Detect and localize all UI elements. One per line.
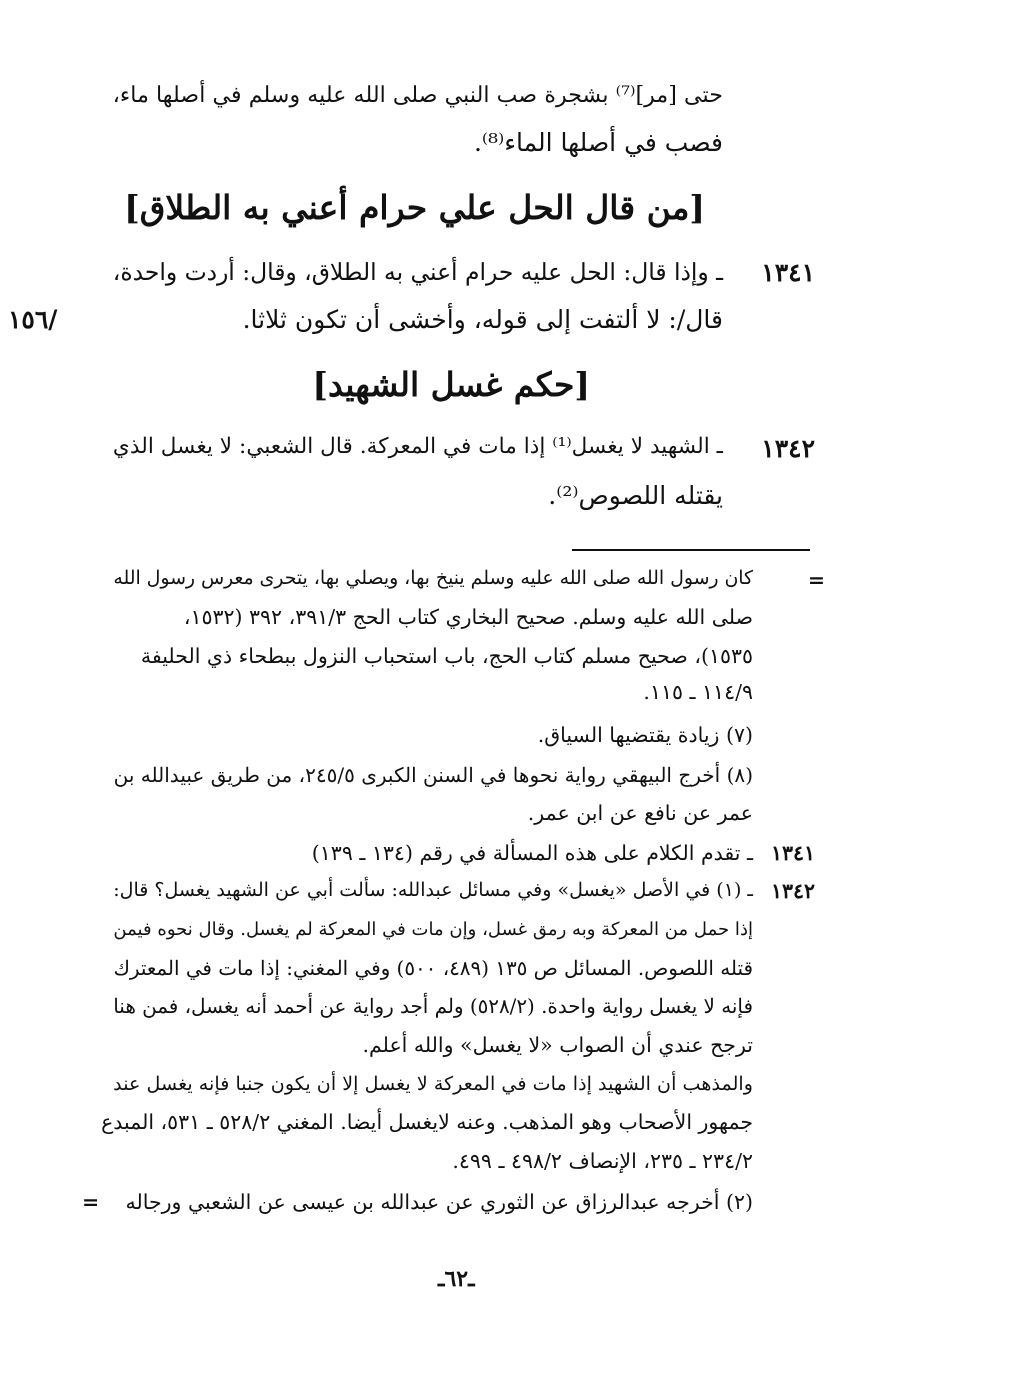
section-heading-talaq: [من قال الحل علي حرام أعني به الطلاق]	[124, 188, 705, 227]
footnote-continued-line-3: ١٥٣٥)، صحيح مسلم كتاب الحج، باب استحباب النزول ببطحاء ذي الحليفة	[140, 644, 753, 668]
page-number: ـ٦٢ـ	[438, 1266, 475, 1292]
footnote-continued-line-2: صلى الله عليه وسلم. صحيح البخاري كتاب الحج ٣٩١/٣، ٣٩٢ (١٥٣٢،	[183, 605, 753, 629]
footnote-continued-marker: =	[807, 568, 825, 592]
footnote-8-line-1: (٨) أخرج البيهقي رواية نحوها في السنن الكبرى ٢٤٥/٥، من طريق عبيدالله بن	[113, 763, 753, 787]
issue-1342-line-2: يقتله اللصوص⁽²⁾.	[548, 481, 723, 510]
issue-number-1342: ١٣٤٢	[761, 434, 815, 463]
issue-1341-line-1: ـ وإذا قال: الحل عليه حرام أعني به الطلاق، وقال: أردت واحدة،	[112, 258, 723, 286]
footnote-separator	[572, 549, 810, 551]
note-1342-line-1: ـ (١) في الأصل «يغسل» وفي مسائل عبدالله: سألت أبي عن الشهيد يغسل؟ قال:	[113, 879, 753, 901]
note-1342-line-3: قتله اللصوص. المسائل ص ١٣٥ (٤٨٩، ٥٠٠) وفي المغني: إذا مات في المعترك	[113, 957, 753, 980]
note-1341-text: ـ تقدم الكلام على هذه المسألة في رقم (١٣٤ ـ ١٣٩)	[311, 841, 753, 865]
note-number-1341: ١٣٤١	[770, 841, 815, 865]
footnote-2-continued-marker: =	[82, 1190, 100, 1214]
note-1342-line-5: ترجح عندي أن الصواب «لا يغسل» والله أعلم.	[362, 1033, 753, 1057]
note-1342-line-6: والمذهب أن الشهيد إذا مات في المعركة لا يغسل إلا أن يكون جنبا فإنه يغسل عند	[113, 1072, 753, 1095]
issue-number-1341: ١٣٤١	[761, 258, 815, 287]
footnote-8-line-2: عمر عن نافع عن ابن عمر.	[527, 801, 753, 825]
note-1342-line-2: إذا حمل من المعركة وبه رمق غسل، وإن مات في المعركة لم يغسل. وقال نحوه فيمن	[113, 919, 753, 940]
issue-1342-line-1: ـ الشهيد لا يغسل⁽¹⁾ إذا مات في المعركة. قال الشعبي: لا يغسل الذي	[112, 434, 723, 459]
margin-page-reference: ١٥٦/	[8, 305, 58, 334]
note-1342-line-7: جمهور الأصحاب وهو المذهب. وعنه لايغسل أيضا. المغني ٥٢٨/٢ ـ ٥٣١، المبدع	[101, 1110, 753, 1134]
intro-line-2: فصب في أصلها الماء⁽⁸⁾.	[473, 128, 723, 157]
note-1342-line-8: ٢٣٤/٢ ـ ٢٣٥، الإنصاف ٤٩٨/٢ ـ ٤٩٩.	[452, 1149, 753, 1173]
note-number-1342: ١٣٤٢	[770, 879, 815, 903]
intro-line-1: حتى [مر]⁽⁷⁾ بشجرة صب النبي صلى الله عليه وسلم في أصلها ماء،	[112, 82, 723, 108]
note-1342-line-4: فإنه لا يغسل رواية واحدة. (٥٢٨/٢) ولم أجد رواية عن أحمد أنه يغسل، فمن هنا	[113, 995, 753, 1018]
footnote-continued-line-4: ١١٤/٩ ـ ١١٥.	[643, 680, 753, 704]
issue-1341-line-2: قال/: لا ألتفت إلى قوله، وأخشى أن تكون ثلاثا.	[242, 305, 723, 334]
footnote-continued-line-1: كان رسول الله صلى الله عليه وسلم ينيخ بها، ويصلي بها، يتحرى معرس رسول الله	[113, 568, 753, 589]
footnote-7: (٧) زيادة يقتضيها السياق.	[537, 723, 753, 747]
footnote-2: (٢) أخرجه عبدالرزاق عن الثوري عن عبدالله بن عيسى عن الشعبي ورجاله	[125, 1190, 753, 1214]
section-heading-martyr: [حكم غسل الشهيد]	[312, 365, 590, 404]
